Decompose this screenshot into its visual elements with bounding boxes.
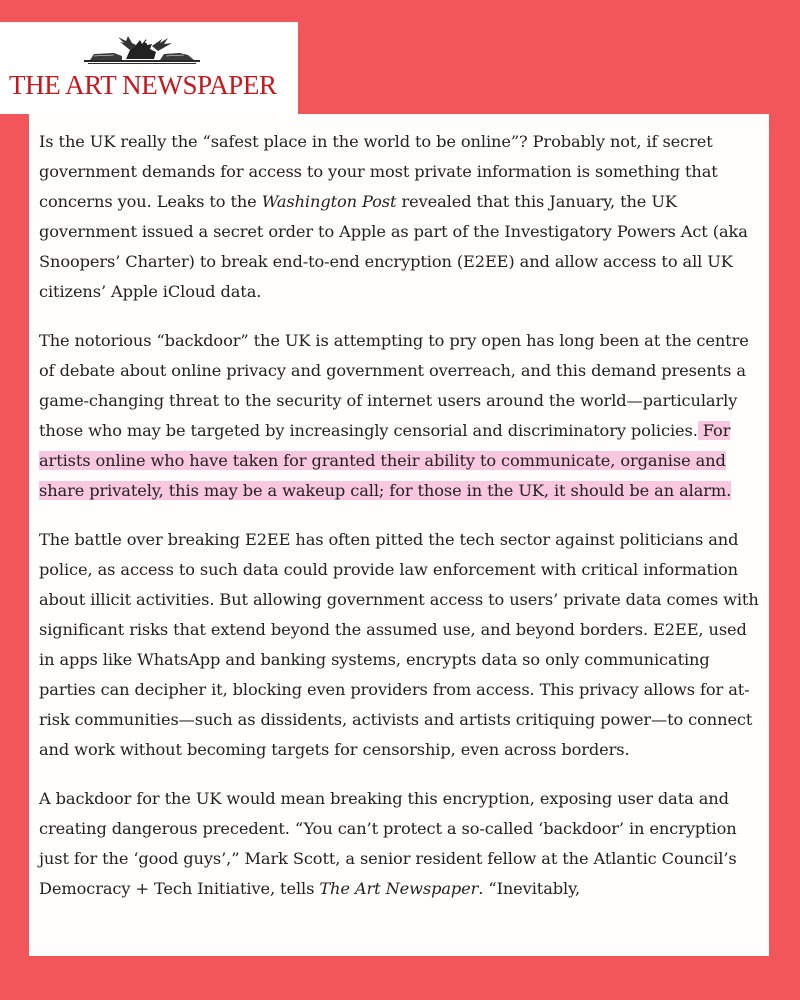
paragraph-1-text-a: Is the UK really the “safest place in the world to be online”? Probably not, if secret government demands for access to your most private information is something that concerns you. Leaks to the bbox=[39, 132, 718, 211]
highlighted-quote: For artists online who have taken for granted their ability to communicate, organise and share privately, this may be a wakeup call; for those in the UK, it should be an alarm. bbox=[39, 421, 732, 500]
paragraph-2 bbox=[39, 326, 759, 506]
article-body bbox=[29, 114, 769, 956]
paragraph-3: The battle over breaking E2EE has often pitted the tech sector against politicians and police, as access to such data could provide law enforcement with critical information about illicit activities. But allowing government access to users’ private data comes with significant risks that extend beyond the assumed use, and beyond borders. E2EE, used in apps like WhatsApp and banking systems, encrypts data so only communicating parties can decipher it, blocking even providers from access. This privacy allows for at-risk communities—such as dissidents, activists and artists critiquing power—to connect and work without becoming targets for censorship, even across borders. bbox=[39, 530, 759, 759]
eagle-emblem-icon bbox=[84, 34, 200, 68]
paragraph-4-text-b: . “Inevitably, bbox=[478, 879, 581, 898]
paragraph-1-text-b: revealed that this January, the UK government issued a secret order to Apple as part of the Investigatory Powers Act (aka Snoopers’ Charter) to break end-to-end encryption (E2EE) and allow access to all UK citizens’ Apple iCloud data. bbox=[39, 192, 748, 301]
publication-reference-art-newspaper: The Art Newspaper bbox=[319, 879, 479, 898]
paragraph-4 bbox=[39, 784, 759, 904]
paragraph-2-text: The notorious “backdoor” the UK is attempting to pry open has long been at the centre of debate about online privacy and government overreach, and this demand presents a game-changing threat to the security of internet users around the world—particularly those who may be targeted by increasingly censorial and discriminatory policies. bbox=[39, 331, 749, 440]
publication-reference-washington-post: Washington Post bbox=[261, 192, 397, 211]
masthead bbox=[0, 22, 298, 114]
paragraph-4-text-a: A backdoor for the UK would mean breaking this encryption, exposing user data and creating dangerous precedent. “You can’t protect a so-called ‘backdoor’ in encryption just for the ‘good guys’,” Mark Scott, a senior resident fellow at the Atlantic Council’s Democracy + Tech Initiative, tells bbox=[39, 789, 737, 898]
publication-name: THE ART NEWSPAPER bbox=[9, 70, 277, 100]
paragraph-1 bbox=[39, 127, 759, 307]
